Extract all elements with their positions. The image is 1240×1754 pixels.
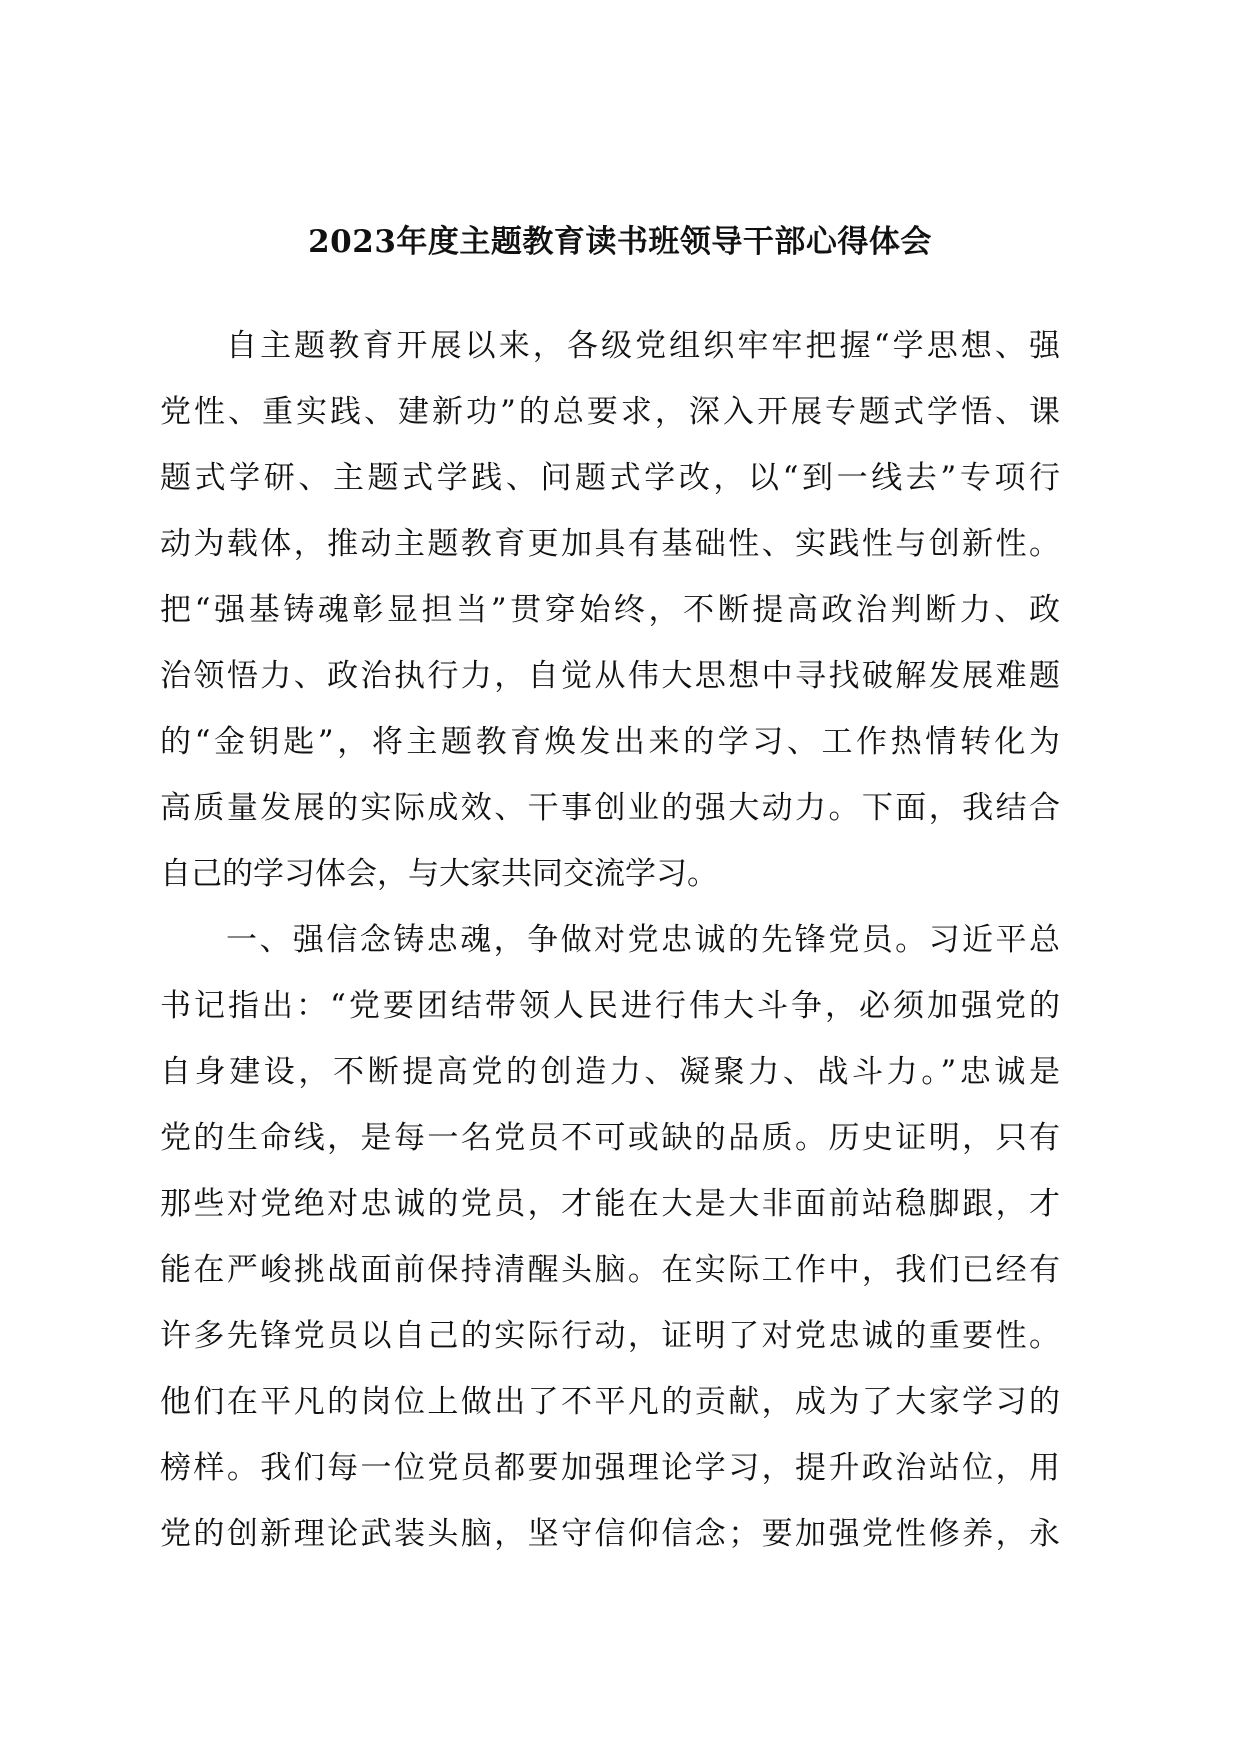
paragraph-1-line-6: 治领悟力、政治执行力，自觉从伟大思想中寻找破解发展难题 (160, 658, 1060, 694)
paragraph-1-line-2: 党性、重实践、建新功”的总要求，深入开展专题式学悟、课 (160, 394, 1060, 430)
paragraph-1-line-4: 动为载体，推动主题教育更加具有基础性、实践性与创新性。 (160, 526, 1060, 562)
paragraph-2-line-8: 他们在平凡的岗位上做出了不平凡的贡献，成为了大家学习的 (160, 1384, 1060, 1420)
paragraph-2-line-10: 党的创新理论武装头脑，坚守信仰信念；要加强党性修养，永 (160, 1516, 1060, 1552)
paragraph-2-line-5: 那些对党绝对忠诚的党员，才能在大是大非面前站稳脚跟，才 (160, 1186, 1060, 1222)
document-body (160, 313, 1060, 1567)
paragraph-1-line-7: 的“金钥匙”，将主题教育焕发出来的学习、工作热情转化为 (160, 724, 1060, 760)
paragraph-1-line-1: 自主题教育开展以来，各级党组织牢牢把握“学思想、强 (226, 328, 1060, 364)
paragraph-2-line-1: 一、强信念铸忠魂，争做对党忠诚的先锋党员。习近平总 (226, 922, 1060, 958)
paragraph-1-line-8: 高质量发展的实际成效、干事创业的强大动力。下面，我结合 (160, 790, 1060, 826)
paragraph-2-line-4: 党的生命线，是每一名党员不可或缺的品质。历史证明，只有 (160, 1120, 1060, 1156)
document-title: 2023年度主题教育读书班领导干部心得体会 (308, 224, 932, 260)
paragraph-1-line-5: 把“强基铸魂彰显担当”贯穿始终，不断提高政治判断力、政 (160, 592, 1060, 628)
paragraph-2-line-3: 自身建设，不断提高党的创造力、凝聚力、战斗力。”忠诚是 (160, 1054, 1060, 1090)
paragraph-1-line-9: 自己的学习体会，与大家共同交流学习。 (160, 856, 718, 892)
paragraph-2-line-6: 能在严峻挑战面前保持清醒头脑。在实际工作中，我们已经有 (160, 1252, 1060, 1288)
paragraph-2-line-2: 书记指出：“党要团结带领人民进行伟大斗争，必须加强党的 (160, 988, 1060, 1024)
paragraph-2-line-9: 榜样。我们每一位党员都要加强理论学习，提升政治站位，用 (160, 1450, 1060, 1486)
paragraph-2-line-7: 许多先锋党员以自己的实际行动，证明了对党忠诚的重要性。 (160, 1318, 1060, 1354)
paragraph-1-line-3: 题式学研、主题式学践、问题式学改，以“到一线去”专项行 (160, 460, 1060, 496)
